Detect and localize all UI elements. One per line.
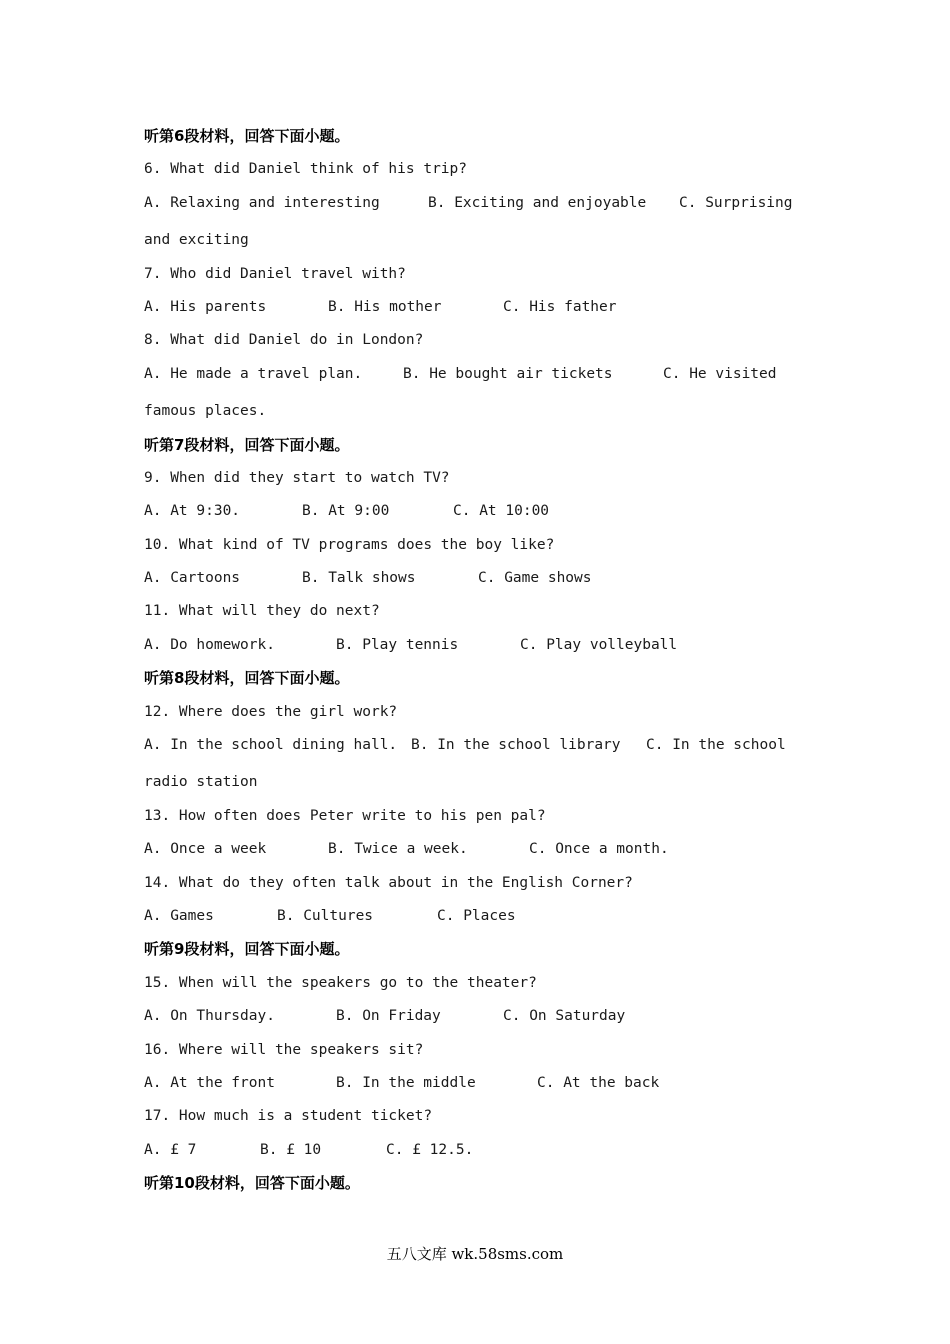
footer-watermark: 五八文库 wk.58sms.com <box>386 1245 564 1263</box>
question: 12. Where does the girl work? <box>144 703 398 720</box>
options-row <box>144 733 824 770</box>
option: A. His parents <box>144 298 267 315</box>
option: C. £ 12.5. <box>386 1141 474 1158</box>
question: 10. What kind of TV programs does the boy like? <box>144 536 555 553</box>
question: 6. What did Daniel think of his trip? <box>144 161 468 178</box>
question: 7. Who did Daniel travel with? <box>144 265 406 282</box>
options-row <box>144 295 824 328</box>
option: C. He visited <box>663 365 777 382</box>
option: A. At the front <box>144 1074 275 1091</box>
option: C. Game shows <box>478 570 592 587</box>
option: C. At 10:00 <box>453 503 550 520</box>
question: 17. How much is a student ticket? <box>144 1108 433 1125</box>
question: 9. When did they start to watch TV? <box>144 469 450 486</box>
option: B. In the middle <box>336 1074 476 1091</box>
option: C. Surprising <box>679 194 793 211</box>
option: C. His father <box>503 298 617 315</box>
section-heading: 听第6段材料，回答下面小题。 <box>144 127 350 145</box>
question: 15. When will the speakers go to the theater? <box>144 974 537 991</box>
option: C. Play volleyball <box>520 636 678 653</box>
option: A. £ 7 <box>144 1141 197 1158</box>
question: 8. What did Daniel do in London? <box>144 332 424 349</box>
question: 14. What do they often talk about in the English Corner? <box>144 874 633 891</box>
option: B. Play tennis <box>336 636 459 653</box>
options-row <box>144 499 824 532</box>
options-row <box>144 566 824 599</box>
question: 16. Where will the speakers sit? <box>144 1041 424 1058</box>
options-row <box>144 191 824 228</box>
option: B. His mother <box>328 298 442 315</box>
question: 13. How often does Peter write to his pen pal? <box>144 807 546 824</box>
option: B. Exciting and enjoyable <box>428 194 647 211</box>
options-row <box>144 362 824 399</box>
option: A. On Thursday. <box>144 1008 275 1025</box>
option: B. On Friday <box>336 1008 441 1025</box>
section-heading: 听第8段材料，回答下面小题。 <box>144 669 350 688</box>
options-row <box>144 1138 824 1171</box>
option: B. £ 10 <box>260 1141 322 1158</box>
option: B. In the school library <box>411 737 621 754</box>
section-heading: 听第7段材料，回答下面小题。 <box>144 435 350 454</box>
option: A. Do homework. <box>144 636 275 653</box>
option: A. Games <box>144 907 214 924</box>
options-row <box>144 1004 824 1037</box>
option: A. At 9:30. <box>144 503 241 520</box>
document-body <box>144 124 824 1205</box>
options-row <box>144 904 824 937</box>
question: 11. What will they do next? <box>144 603 380 620</box>
option: A. Cartoons <box>144 570 241 587</box>
option: B. Twice a week. <box>328 841 468 858</box>
option: C. Places <box>437 907 516 924</box>
option: C. At the back <box>537 1074 660 1091</box>
option: B. Cultures <box>277 907 374 924</box>
section-heading: 听第10段材料，回答下面小题。 <box>144 1174 360 1193</box>
option-continuation: famous places. <box>144 403 267 420</box>
option: C. On Saturday <box>503 1008 626 1025</box>
option-continuation: and exciting <box>144 232 249 249</box>
option-continuation: radio station <box>144 774 258 791</box>
options-row <box>144 633 824 666</box>
option: C. In the school <box>646 737 786 754</box>
option: A. In the school dining hall. <box>144 737 398 754</box>
option: B. He bought air tickets <box>403 365 613 382</box>
options-row <box>144 1071 824 1104</box>
options-row <box>144 837 824 870</box>
option: A. Once a week <box>144 841 267 858</box>
option: B. At 9:00 <box>302 503 390 520</box>
section-heading: 听第9段材料，回答下面小题。 <box>144 940 350 959</box>
option: B. Talk shows <box>302 570 416 587</box>
option: C. Once a month. <box>529 841 669 858</box>
option: A. Relaxing and interesting <box>144 194 380 211</box>
option: A. He made a travel plan. <box>144 365 363 382</box>
